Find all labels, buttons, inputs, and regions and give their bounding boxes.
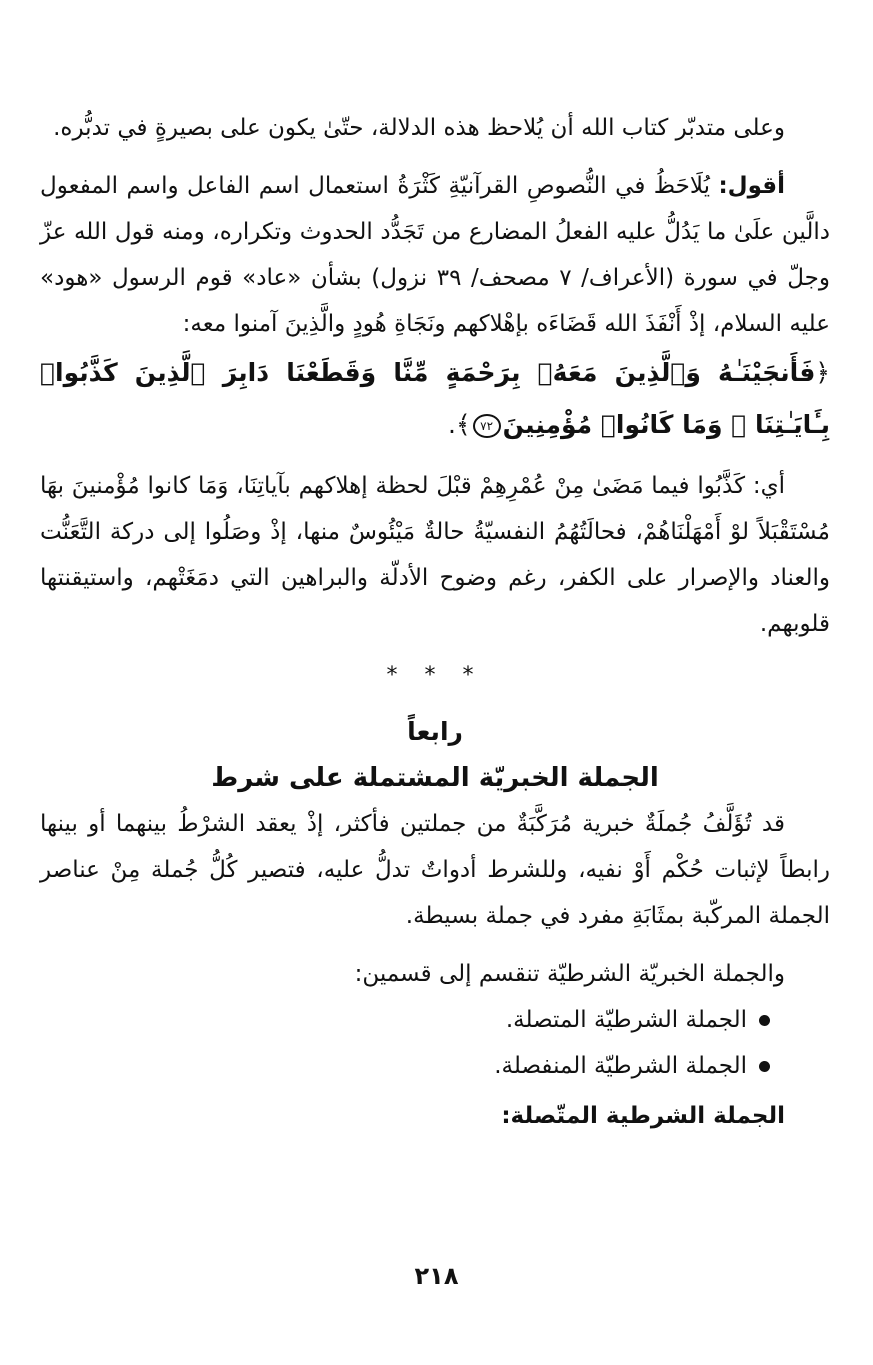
- spacer: [40, 151, 830, 163]
- page-number: ٢١٨: [414, 1262, 459, 1290]
- section-title: الجملة الخبريّة المشتملة على شرط: [211, 763, 659, 793]
- bullet-icon: [759, 1015, 770, 1026]
- spacer: [40, 451, 830, 463]
- paragraph-4: قد تُؤَلَّفُ جُملَةٌ خبرية مُرَكَّبَةٌ من جملتين فأكثر، إذْ يعقد الشرْطُ بينهما أو بينها رابطاً لإثبات حُكْم أَوْ نفيه، وللشرط أدواتٌ تدلُّ عليه، فتصير كُلُّ جُملة مِنْ عناصر الجملة المركّبة بمثَابَةِ مفرد في جملة بسيطة.: [40, 811, 830, 929]
- section-number: رابعاً: [407, 717, 463, 746]
- paragraph-2: [40, 163, 830, 347]
- subheading: الجملة الشرطية المتّصلة:: [501, 1103, 785, 1129]
- paragraph-2-text: يُلَاحَظُ في النُّصوصِ القرآنيّةِ كَثْرَةُ استعمال اسم الفاعل واسم المفعول دالَّين علَىٰ ما يَدُلُّ عليه الفعلُ المضارع من تَجَدُّد الحدوث وتكراره، ومنه قول الله عزّ وجلّ في سورة (الأعراف/ ٧ مصحف/ ٣٩ نزول) بشأن «عاد» قوم الرسول «هود» عليه السلام، إذْ أَنْفَذَ الله قَضَاءَه بإهْلاكهم ونَجَاةِ هُودٍ والَّذِينَ آمنوا معه:: [40, 173, 830, 337]
- paragraph-3: أي: كَذَّبُوا فيما مَضَىٰ مِنْ عُمْرِهِمْ قبْلَ لحظة إهلاكهم بآياتِنَا، وَمَا كانوا مُؤْمنينَ بهَا مُسْتَقْبَلاً لوْ أَمْهَلْنَاهُمْ، فحالَتُهُمُ النفسيّةُ حالةٌ مَيْئُوسٌ منها، إذْ وصَلُوا إلى دركة التَّعَنُّت والعناد والإصرار على الكفر، رغم وضوح الأدلّة والبراهين التي دمَغَتْهم، واستيقنتها قلوبهم.: [40, 473, 830, 637]
- paragraph-1: وعلى متدبّر كتاب الله أن يُلاحظ هذه الدلالة، حتّىٰ يكون على بصيرةٍ في تدبُّره.: [53, 115, 785, 141]
- verse-text: فَأَنجَيْنَـٰهُ وَٱلَّذِينَ مَعَهُۥ بِرَحْمَةٍ مِّنَّا وَقَطَعْنَا دَابِرَ ٱلَّذِينَ كَذَّبُوا۟ بِـَٔايَـٰتِنَا ۖ وَمَا كَانُوا۟ مُؤْمِنِينَ: [40, 358, 830, 439]
- list-item: [40, 997, 770, 1043]
- list-item-text: الجملة الشرطيّة المنفصلة.: [494, 1053, 747, 1079]
- bullet-list: [40, 997, 830, 1089]
- verse-close-bracket: ﴾.: [448, 410, 471, 439]
- list-item-text: الجملة الشرطيّة المتصلة.: [505, 1007, 747, 1033]
- paragraph-5: والجملة الخبريّة الشرطيّة تنقسم إلى قسمين:: [354, 961, 785, 987]
- spacer: [40, 939, 830, 951]
- quran-verse: [40, 347, 830, 451]
- paragraph-2-lead: أقول:: [718, 173, 785, 199]
- ayah-number-mark: ٧٢: [473, 414, 501, 438]
- verse-open-bracket: ﴿: [815, 358, 830, 387]
- page-body: [40, 105, 830, 1139]
- bullet-icon: [759, 1061, 770, 1072]
- section-separator: * * *: [386, 663, 484, 688]
- list-item: [40, 1043, 770, 1089]
